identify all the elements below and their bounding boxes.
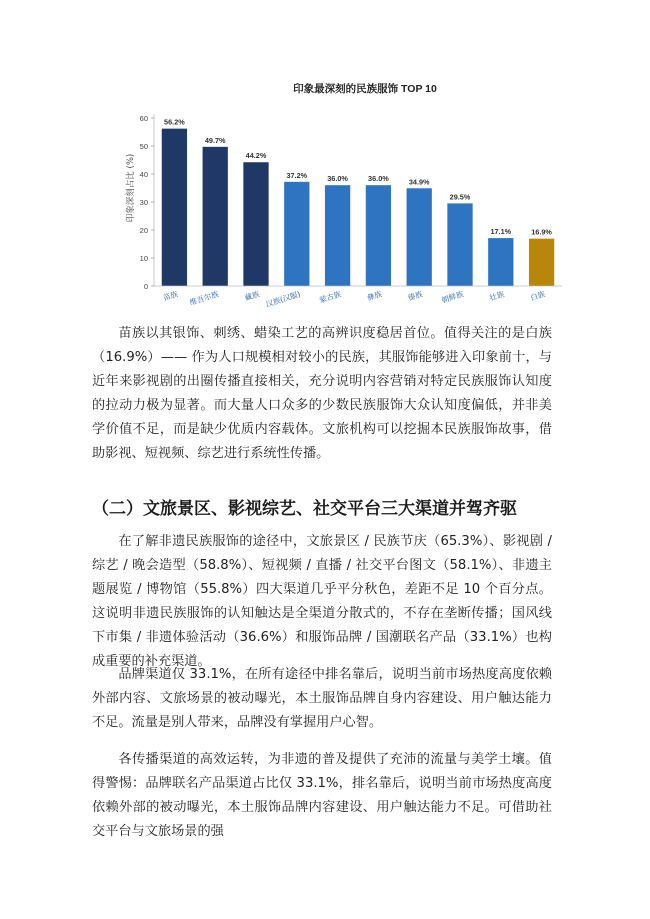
x-tick-label: 汉族(汉服): [264, 289, 302, 309]
bar-chart: [110, 78, 570, 310]
y-tick-label: 20: [139, 226, 148, 235]
y-tick-label: 50: [139, 142, 148, 151]
bar: [488, 238, 513, 286]
bar: [243, 162, 268, 286]
y-tick-label: 30: [139, 198, 148, 207]
paragraph-channels: 在了解非遗民族服饰的途径中，文旅景区 / 民族节庆（65.3%）、影视剧 / 综艺 / 晚会造型（58.8%）、短视频 / 直播 / 社交平台图文（58.1%）、非遗主题展览 / 博物馆（55.8%）四大渠道几乎平分秋色，差距不足 10 个百分点。这说明非遗民族服饰的认知触达是全渠道分散式的，不存在垄断传播；国风线下市集 / 非遗体验活动（36.6%）和服饰品牌 / 国潮联名产品（33.1%）也构成重要的补充渠道。: [92, 534, 552, 669]
paragraph-white-ethnic-group: 苗族以其银饰、刺绣、蜡染工艺的高辨识度稳居首位。值得关注的是白族（16.9%）—— 作为人口规模相对较小的民族，其服饰能够进入印象前十，与近年来影视剧的出圈传播直接相关，充分说明内容营销对特定民族服饰认知度的拉动力极为显著。而大量人口众多的少数民族服饰大众认知度偏低，并非美学价值不足，而是缺少优质内容载体。文旅机构可以挖掘本民族服饰故事，借助影视、短视频、综艺进行系统性传播。: [92, 326, 552, 461]
bar: [162, 129, 187, 286]
y-axis-label: 印象深刻占比 (%): [126, 153, 136, 223]
bars-group: [162, 118, 554, 286]
bar: [325, 185, 350, 286]
bar-value-label: 44.2%: [245, 151, 267, 161]
bar: [366, 185, 391, 286]
paragraph-brand-channel: 品牌渠道仅 33.1%，在所有途径中排名靠后，说明当前市场热度高度依赖外部内容、文旅场景的被动曝光，本土服饰品牌自身内容建设、用户触达能力不足。流量是别人带来，品牌没有掌握用户心智。: [92, 667, 552, 730]
x-tick-label: 壮族: [488, 289, 506, 303]
bar: [529, 239, 554, 286]
bar: [447, 203, 472, 286]
x-tick-label: 维吾尔族: [188, 289, 220, 308]
x-axis: [154, 286, 562, 309]
bar-value-label: 49.7%: [204, 135, 226, 145]
bar-value-label: 29.5%: [449, 192, 471, 202]
chart-title: 印象最深刻的民族服饰 TOP 10: [293, 83, 437, 95]
x-tick-label: 藏族: [243, 289, 261, 303]
x-tick-label: 蒙古族: [318, 289, 343, 305]
y-tick-label: 10: [139, 254, 148, 263]
x-tick-label: 傣族: [406, 289, 424, 303]
x-tick-label: 苗族: [161, 289, 180, 303]
bar-value-label: 34.9%: [408, 177, 430, 187]
bar-value-label: 37.2%: [286, 170, 308, 180]
bar-value-label: 16.9%: [531, 227, 552, 237]
x-tick-label: 朝鲜族: [440, 289, 465, 305]
bar: [203, 147, 228, 286]
y-axis: [140, 114, 154, 291]
x-tick-label: 白族: [529, 289, 547, 303]
bar-value-label: 17.1%: [490, 227, 512, 237]
y-tick-label: 60: [139, 114, 148, 123]
bar: [407, 188, 432, 286]
y-tick-label: 0: [143, 282, 148, 291]
x-tick-label: 彝族: [365, 289, 384, 303]
paragraph-warning: 各传播渠道的高效运转，为非遗的普及提供了充沛的流量与美学土壤。值得警惕：品牌联名产品渠道占比仅 33.1%，排名靠后，说明当前市场热度高度依赖外部的被动曝光，本土服饰品牌内容建设、用户触达能力不足。可借助社交平台与文旅场景的强: [92, 752, 552, 839]
bar-value-label: 36.0%: [368, 174, 389, 184]
y-tick-label: 40: [139, 170, 148, 179]
bar-value-label: 36.0%: [327, 174, 348, 184]
section-heading: （二）文旅景区、影视综艺、社交平台三大渠道并驾齐驱: [92, 499, 517, 519]
bar: [284, 182, 309, 286]
bar-value-label: 56.2%: [164, 117, 185, 127]
